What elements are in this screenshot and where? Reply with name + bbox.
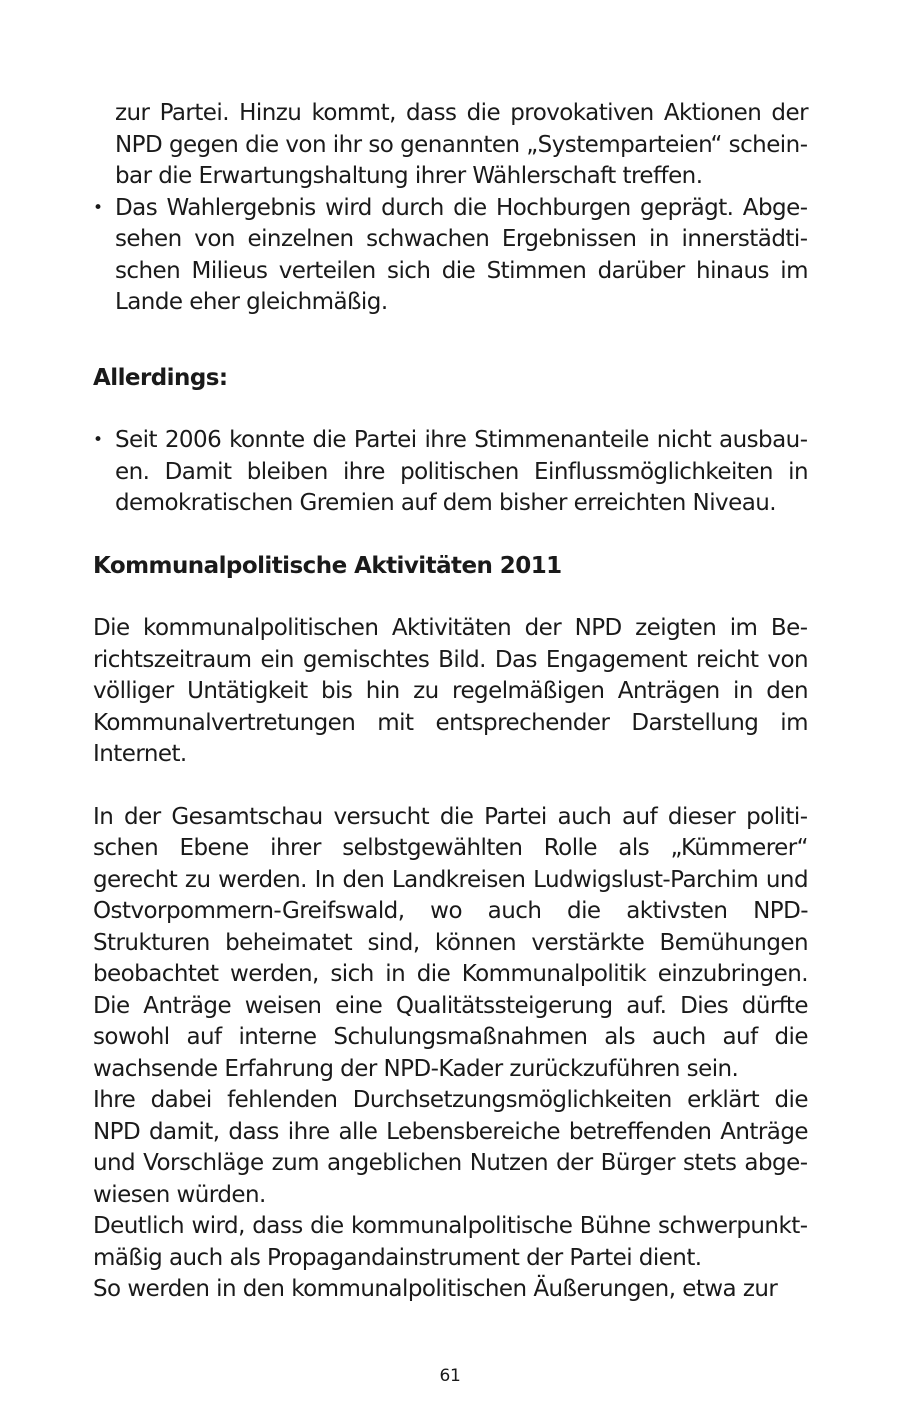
list-item: • Seit 2006 konnte die Partei ihre Stimmenanteile nicht ausbauen. Damit bleiben ihre politischen Einflussmöglichkeiten in demokratischen Gremien auf dem bisher erreichten Niveau. (93, 425, 808, 520)
paragraph: Ihre dabei fehlenden Durchsetzungsmöglichkeiten erklärt die NPD damit, dass ihre alle Lebensbereiche betreffenden Anträge und Vorschläge zum angeblichen Nutzen der Bürger stets abgewiesen würden. (93, 1087, 808, 1208)
page-number: 61 (439, 1366, 461, 1386)
section-heading: Kommunalpolitische Aktivitäten 2011 (93, 552, 562, 579)
page-body (93, 98, 808, 1306)
heading-allerdings: Allerdings: (93, 364, 228, 391)
bullet-list-results (93, 193, 808, 319)
paragraph: Die kommunalpolitischen Aktivitäten der NPD zeigten im Berichtszeitraum ein gemischtes Bild. Das Engagement reicht von völliger Untätigkeit bis hin zu regelmäßigen Anträgen in den Kommunalvertretungen mit entsprechender Darstellung im Internet. (93, 615, 808, 767)
bullet-list-allerdings (93, 425, 808, 520)
paragraph: In der Gesamtschau versucht die Partei auch auf dieser politischen Ebene ihrer selbstgewählten Rolle als „Kümmerer“ gerecht zu werden. In den Landkreisen Ludwigslust-Parchim und Ostvorpommern-Greifswald, wo auch die aktivsten NPD-Strukturen beheimatet sind, können verstärkte Bemühungen beobachtet werden, sich in die Kommunalpolitik einzubringen. Die Anträge weisen eine Qualitätssteigerung auf. Dies dürfte sowohl auf interne Schulungsmaßnahmen als auch auf die wachsende Erfahrung der NPD-Kader zurückzuführen sein. (93, 803, 808, 1082)
list-item: • Das Wahlergebnis wird durch die Hochburgen geprägt. Abgesehen von einzelnen schwachen Ergebnissen in innerstädtischen Milieus verteilen sich die Stimmen darüber hinaus im Lande eher gleichmäßig. (93, 193, 808, 319)
paragraph-last-line: So werden in den kommunalpolitischen Äußerungen, etwa zur (93, 1276, 778, 1302)
paragraph: Deutlich wird, dass die kommunalpolitische Bühne schwerpunktmäßig auch als Propagandainstrument der Partei dient. (93, 1213, 808, 1271)
paragraph-continuation: zur Partei. Hinzu kommt, dass die provokativen Aktionen der NPD gegen die von ihr so genannten „Systemparteien“ scheinbar die Erwartungshaltung ihrer Wählerschaft treffen. (115, 100, 808, 189)
